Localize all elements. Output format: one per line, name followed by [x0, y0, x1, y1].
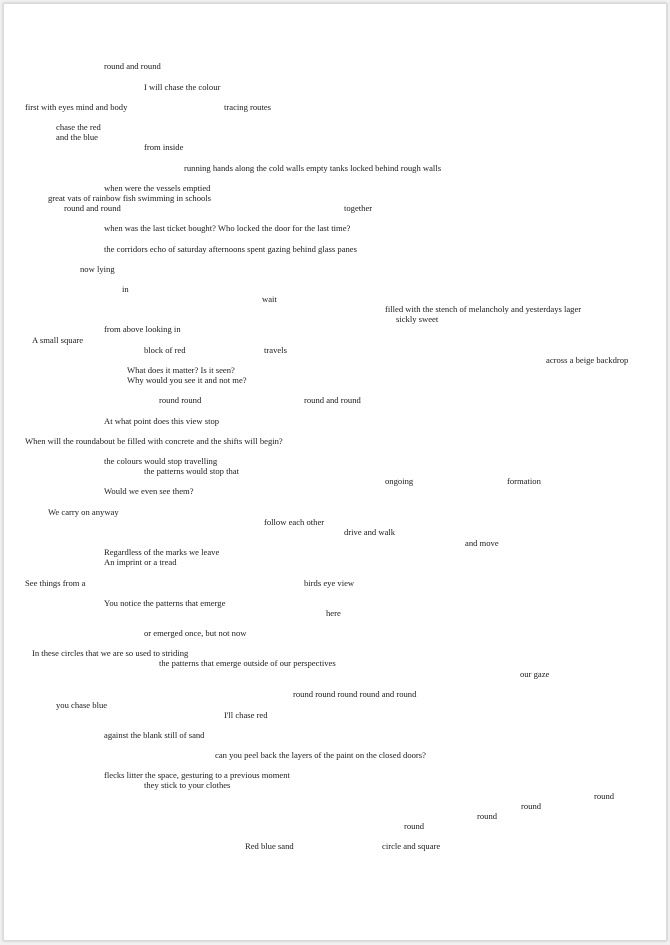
poem-line: round	[521, 801, 542, 811]
poem-line: round and round	[104, 61, 161, 71]
poem-line: formation	[507, 476, 541, 486]
poem-line: filled with the stench of melancholy and yesterdays lager	[385, 304, 582, 314]
poem-line: You notice the patterns that emerge	[104, 598, 226, 608]
poem-line: from above looking in	[104, 324, 181, 334]
poem-line: the patterns that emerge outside of our perspectives	[159, 658, 336, 668]
poem-line: tracing routes	[224, 102, 272, 112]
poem-line: I'll chase red	[224, 710, 268, 720]
poem-line: At what point does this view stop	[104, 416, 220, 426]
poem-line: birds eye view	[304, 578, 355, 588]
poem-line: across a beige backdrop	[546, 355, 629, 365]
poem-line: A small square	[32, 335, 84, 345]
poem-line: travels	[264, 345, 287, 355]
poem-line: the corridors echo of saturday afternoons spent gazing behind glass panes	[104, 244, 357, 254]
poem-line: against the blank still of sand	[104, 730, 205, 740]
poem-line: When will the roundabout be filled with concrete and the shifts will begin?	[25, 436, 283, 446]
poem-line: round	[404, 821, 425, 831]
poem-line: What does it matter? Is it seen?	[127, 365, 235, 375]
poem-line: the colours would stop travelling	[104, 456, 218, 466]
poem-line: ongoing	[385, 476, 414, 486]
poem-line: Red blue sand	[245, 841, 294, 851]
poem-line: wait	[262, 294, 277, 304]
poem-line: you chase blue	[56, 700, 108, 710]
poem-line: round round round round and round	[293, 689, 417, 699]
poem-line: the patterns would stop that	[144, 466, 239, 476]
poem-line: We carry on anyway	[48, 507, 119, 517]
poem-line: sickly sweet	[396, 314, 439, 324]
document-page	[3, 3, 667, 941]
poem-line: when were the vessels emptied	[104, 183, 211, 193]
poem-line: great vats of rainbow fish swimming in schools	[48, 193, 212, 203]
poem-line: and the blue	[56, 132, 98, 142]
poem-line: can you peel back the layers of the paint on the closed doors?	[215, 750, 426, 760]
poem-line: here	[326, 608, 341, 618]
poem-line: running hands along the cold walls empty tanks locked behind rough walls	[184, 163, 442, 173]
poem-line: together	[344, 203, 373, 213]
poem-line: when was the last ticket bought? Who locked the door for the last time?	[104, 223, 351, 233]
poem-line: now lying	[80, 264, 115, 274]
poem-line: round	[594, 791, 615, 801]
poem-line: flecks litter the space, gesturing to a previous moment	[104, 770, 290, 780]
poem-line: from inside	[144, 142, 184, 152]
poem-line: See things from a	[25, 578, 86, 588]
poem-line: circle and square	[382, 841, 441, 851]
poem-line: Would we even see them?	[104, 486, 194, 496]
poem-line: Why would you see it and not me?	[127, 375, 247, 385]
poem-line: round and round	[64, 203, 121, 213]
poem-line: in	[122, 284, 129, 294]
poem-line: first with eyes mind and body	[25, 102, 128, 112]
poem-line: and move	[465, 538, 499, 548]
poem-line: An imprint or a tread	[104, 557, 177, 567]
poem-line: chase the red	[56, 122, 101, 132]
poem-line: follow each other	[264, 517, 325, 527]
poem-line: block of red	[144, 345, 186, 355]
poem-line: drive and walk	[344, 527, 396, 537]
poem-line: In these circles that we are so used to striding	[32, 648, 189, 658]
poem-line: Regardless of the marks we leave	[104, 547, 220, 557]
poem-line: round round	[159, 395, 202, 405]
poem-line: I will chase the colour	[144, 82, 221, 92]
poem-line: round and round	[304, 395, 361, 405]
poem-line: they stick to your clothes	[144, 780, 231, 790]
poem-line: round	[477, 811, 498, 821]
poem-line: or emerged once, but not now	[144, 628, 247, 638]
poem-line: our gaze	[520, 669, 550, 679]
